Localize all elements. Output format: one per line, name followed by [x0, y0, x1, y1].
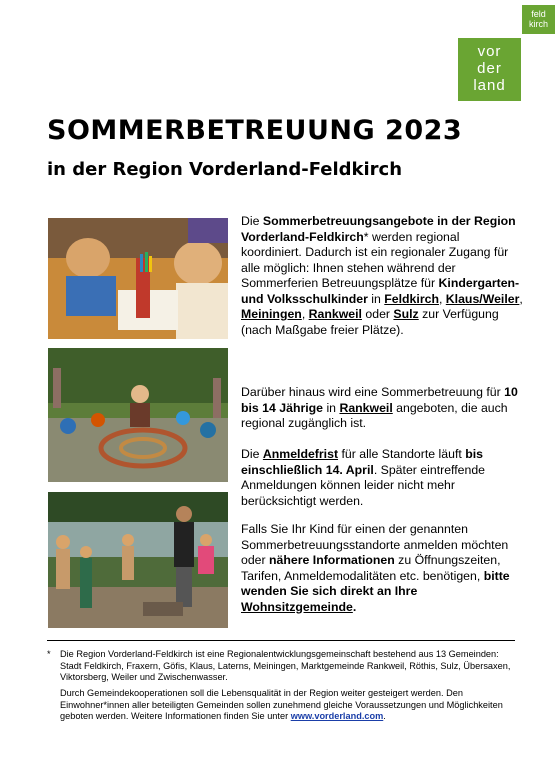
p3-text-3: . Später eintreffende Anmeldungen können leider nicht mehr berücksichtigt werden.: [241, 462, 486, 508]
footnote-text: Die Region Vorderland-Feldkirch ist eine Regionalentwicklungsgemeinschaft bestehend aus 13 Gemeinden: Stadt Feldkirch, Fraxern, Göfis, Klaus, Laterns, Meiningen, Marktgemeinde Rankweil, Röthis, Sulz, Übersaxen, Viktorsberg, Weiler und Zwischenwasser.: [60, 649, 511, 682]
photo-outdoor-group: [48, 348, 228, 482]
logo-small-line-1: feld: [531, 9, 546, 19]
p1-bold-children: Kindergarten- und Volksschulkinder: [241, 276, 520, 306]
p1-text-2: * werden regional koordiniert. Dadurch ist ein regionaler Zugang für alle möglich: Ihnen stehen während der Sommerferien Betreuungsplätze für: [241, 229, 509, 290]
p4-text-2: zu Öffnungszeiten, Tarifen, Anmeldemodalitäten etc. benötigen,: [241, 553, 501, 583]
p1-text-6: ,: [301, 307, 309, 321]
p1-town-feldkirch: Feldkirch: [384, 291, 439, 306]
p1-town-klaus-weiler: Klaus/Weiler: [445, 291, 520, 306]
logo-small-line-2: kirch: [528, 19, 548, 29]
vorderland-logo: [458, 38, 521, 101]
p1-text-3: in: [367, 291, 385, 306]
p3-text-2: für alle Standorte läuft: [338, 447, 466, 461]
page-title: SOMMERBETREUUNG 2023: [47, 115, 463, 146]
p2-text-2: in: [323, 400, 340, 415]
intro-paragraph: [241, 214, 523, 338]
logo-big-line-3: land: [473, 77, 506, 94]
deadline-paragraph: [241, 447, 523, 509]
p1-text-8: zur Verfügung (nach Maßgabe freier Plätze).: [241, 307, 499, 337]
contact-paragraph: [241, 522, 523, 615]
p1-text-7: oder: [361, 307, 394, 321]
p3-bold-date: bis einschließlich 14. April: [241, 447, 483, 477]
logo-big-line-2: der: [477, 60, 502, 77]
p4-municipality: Wohnsitzgemeinde: [241, 599, 353, 614]
p2-text-3: angeboten, die auch regional zugänglich ist.: [241, 400, 508, 430]
footnote-end: .: [383, 711, 386, 721]
p4-text-3: .: [352, 599, 357, 614]
p1-bold-offer: Sommerbetreuungsangebote in der Region Vorderland-Feldkirch: [241, 214, 516, 244]
teens-paragraph: [241, 385, 523, 432]
footnote-more: [60, 688, 517, 723]
photo-children-river: [48, 492, 228, 628]
p1-town-rankweil: Rankweil: [308, 307, 362, 321]
page-subtitle: in der Region Vorderland-Feldkirch: [47, 159, 403, 180]
p2-town-rankweil: Rankweil: [339, 400, 393, 415]
p4-bold-contact: bitte wenden Sie sich direkt an Ihre: [241, 568, 510, 598]
footnote-star: *: [47, 649, 51, 659]
p3-text-1: Die: [241, 447, 263, 461]
p1-text-5: ,: [519, 291, 523, 306]
p4-text-1: Falls Sie Ihr Kind für einen der genannten Sommerbetreuungsstandorte anmelden möchten oder: [241, 522, 509, 567]
p2-bold-age: 10 bis 14 Jährige: [241, 385, 518, 415]
p3-deadline-label: Anmeldefrist: [262, 447, 339, 461]
p1-text-4: ,: [438, 291, 446, 306]
footnote-divider: [47, 640, 515, 641]
p4-bold-info: nähere Informationen: [269, 553, 395, 567]
photo-children-drawing: [48, 218, 228, 339]
p2-text-1: Darüber hinaus wird eine Sommerbetreuung für: [241, 385, 505, 399]
logo-big-line-1: vor: [477, 43, 502, 60]
p1-text-1: Die: [241, 214, 263, 228]
website-link[interactable]: www.vorderland.com: [290, 711, 384, 721]
footnote-text-2: Durch Gemeindekooperationen soll die Lebensqualität in der Region weiter gesteigert werden. Den Einwohner*innen aller beteiligten Gemeinden sollen zunehmend gleiche Voraussetzungen und Möglichkeiten geboten werden. Weitere Informationen finden Sie unter: [60, 688, 503, 721]
p1-town-meiningen: Meiningen: [241, 307, 302, 321]
footnote: [47, 649, 517, 684]
p1-town-sulz: Sulz: [393, 307, 419, 321]
feldkirch-logo: [522, 5, 555, 34]
